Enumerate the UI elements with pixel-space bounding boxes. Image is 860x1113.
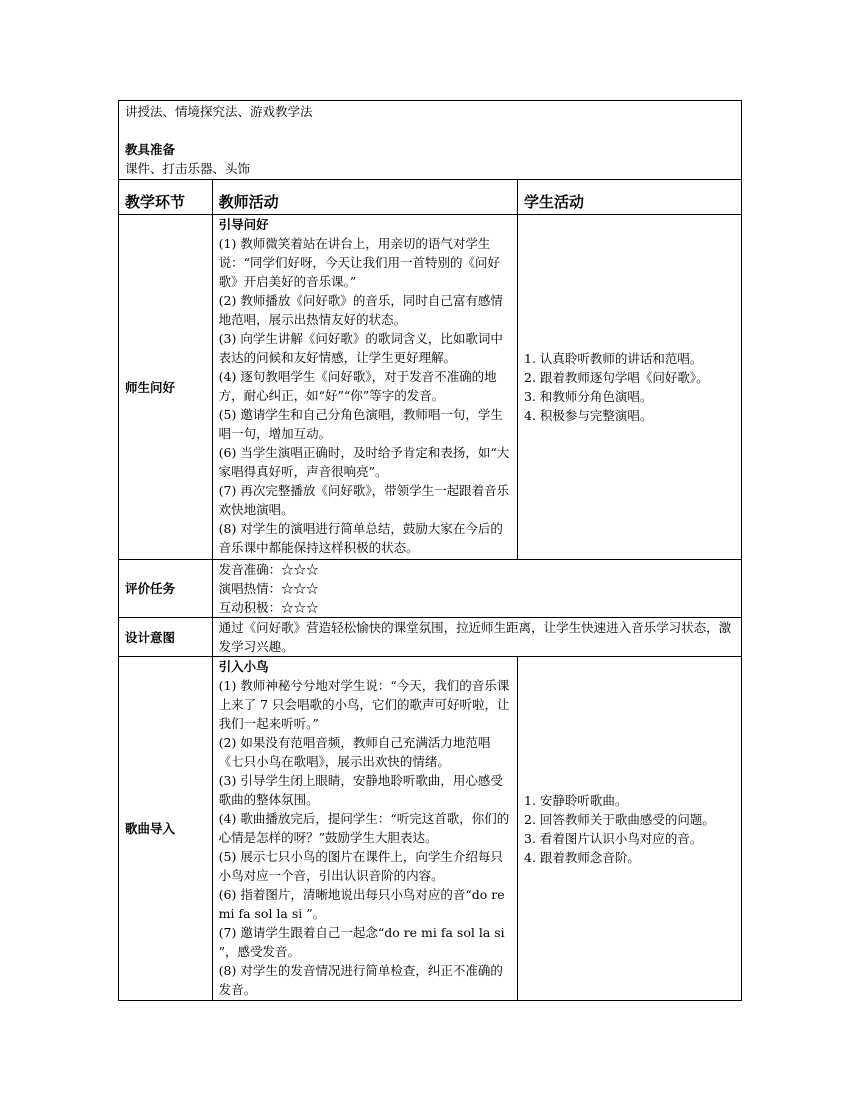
teacher-step: (3) 向学生讲解《问好歌》的歌词含义，比如歌词中表达的问候和友好情感，让学生更好理解。 — [218, 331, 503, 365]
teacher-step: (6) 指着图片，清晰地说出每只小鸟对应的音“do re mi fa sol la si ”。 — [218, 887, 505, 921]
teacher-step: (7) 邀请学生跟着自己一起念“do re mi fa sol la si ”，感受发音。 — [218, 925, 505, 959]
evaluation-item: 互动积极：☆☆☆ — [218, 600, 319, 615]
evaluation-row — [119, 560, 742, 618]
header-col1: 教学环节 — [119, 180, 213, 215]
header-col3: 学生活动 — [518, 180, 742, 215]
intro-cell — [119, 101, 742, 180]
teacher-step: (2) 教师播放《问好歌》的音乐，同时自己富有感情地范唱，展示出热情友好的状态。 — [218, 293, 503, 327]
teacher-activity-cell — [212, 215, 517, 560]
student-activity-cell — [518, 215, 742, 560]
design-row — [119, 618, 742, 657]
teaching-methods: 讲授法、情境探究法、游戏教学法 — [125, 104, 313, 119]
teacher-step: (1) 教师神秘兮兮地对学生说：“今天，我们的音乐课上来了 7 只会唱歌的小鸟，它们的歌声可好听啦，让我们一起来听听。” — [218, 678, 510, 731]
evaluation-label: 评价任务 — [119, 560, 213, 618]
design-text: 通过《问好歌》营造轻松愉快的课堂氛围，拉近师生距离，让学生快速进入音乐学习状态，激发学习兴趣。 — [212, 618, 741, 657]
teacher-step: (3) 引导学生闭上眼睛，安静地聆听歌曲，用心感受歌曲的整体氛围。 — [218, 773, 503, 807]
design-label: 设计意图 — [119, 618, 213, 657]
student-step: 1. 安静聆听歌曲。 — [524, 792, 628, 808]
header-col2: 教师活动 — [212, 180, 517, 215]
evaluation-cell — [212, 560, 741, 618]
lesson-plan-table — [118, 100, 742, 1001]
tools-heading: 教具准备 — [125, 142, 176, 157]
section-row-greeting — [119, 215, 742, 560]
teacher-step: (7) 再次完整播放《问好歌》，带领学生一起跟着音乐欢快地演唱。 — [218, 483, 510, 517]
student-step: 3. 和教师分角色演唱。 — [524, 389, 653, 404]
teacher-step: (4) 歌曲播放完后，提问学生：“听完这首歌，你们的心情是怎样的呀？”鼓励学生大胆表达。 — [218, 811, 510, 845]
student-step: 2. 回答教师关于歌曲感受的问题。 — [524, 811, 715, 827]
evaluation-item: 演唱热情：☆☆☆ — [218, 581, 319, 596]
intro-row — [119, 101, 742, 180]
section-row-song-intro — [119, 657, 742, 1001]
section-subtitle: 引入小鸟 — [218, 659, 269, 674]
student-step: 4. 积极参与完整演唱。 — [524, 408, 653, 423]
student-activity-cell — [518, 657, 742, 1001]
evaluation-item: 发音准确：☆☆☆ — [218, 562, 319, 577]
teacher-step: (2) 如果没有范唱音频，教师自己充满活力地范唱《七只小鸟在歌唱》，展示出欢快的情绪。 — [218, 735, 491, 769]
teacher-step: (8) 对学生的发音情况进行简单检查，纠正不准确的发音。 — [218, 963, 503, 997]
tools-list: 课件、打击乐器、头饰 — [125, 161, 251, 176]
teacher-step: (4) 逐句教唱学生《问好歌》，对于发音不准确的地方，耐心纠正，如“好”“你”等字的发音。 — [218, 369, 497, 403]
section-subtitle: 引导问好 — [218, 217, 269, 232]
section-label: 师生问好 — [119, 215, 213, 560]
section-label: 歌曲导入 — [119, 657, 213, 1001]
teacher-step: (5) 展示七只小鸟的图片在课件上，向学生介绍每只小鸟对应一个音，引出认识音阶的内容。 — [218, 849, 503, 883]
teacher-step: (1) 教师微笑着站在讲台上，用亲切的语气对学生说：“同学们好呀，今天让我们用一首特别的《问好歌》开启美好的音乐课。” — [218, 236, 501, 289]
student-step: 3. 看着图片认识小鸟对应的音。 — [524, 830, 703, 846]
header-row — [119, 180, 742, 215]
student-step: 4. 跟着教师念音阶。 — [524, 849, 640, 865]
student-step: 2. 跟着教师逐句学唱《问好歌》。 — [524, 370, 709, 385]
teacher-step: (5) 邀请学生和自己分角色演唱，教师唱一句，学生唱一句，增加互动。 — [218, 407, 503, 441]
student-step: 1. 认真聆听教师的讲话和范唱。 — [524, 351, 703, 366]
teacher-activity-cell — [212, 657, 517, 1001]
teacher-step: (8) 对学生的演唱进行简单总结，鼓励大家在今后的音乐课中都能保持这样积极的状态。 — [218, 521, 503, 555]
teacher-step: (6) 当学生演唱正确时，及时给予肯定和表扬，如“大家唱得真好听，声音很响亮”。 — [218, 445, 510, 479]
